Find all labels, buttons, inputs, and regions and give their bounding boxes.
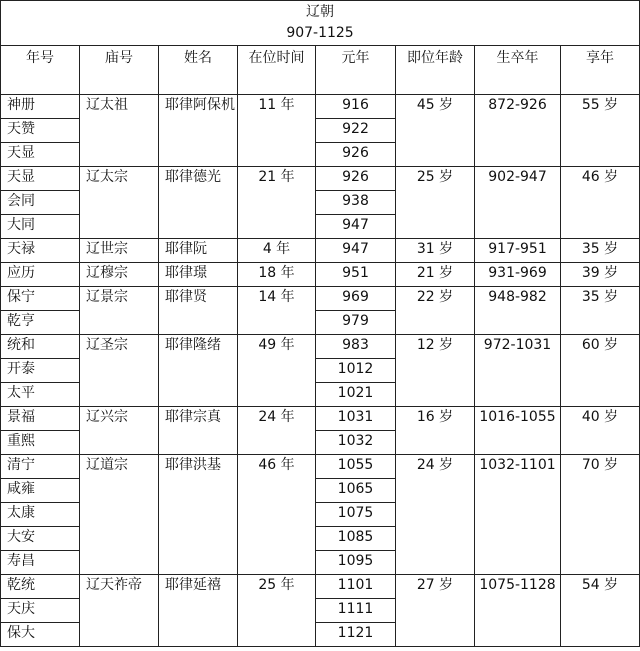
era-name-cell: 应历 xyxy=(1,263,80,287)
header-lifespan: 享年 xyxy=(561,46,640,95)
first-year-cell: 926 xyxy=(316,143,396,167)
first-year-cell: 1032 xyxy=(316,431,396,455)
temple-name-cell: 辽兴宗 xyxy=(80,407,159,455)
life-years-cell: 972-1031 xyxy=(475,335,561,407)
lifespan-cell: 60 岁 xyxy=(561,335,640,407)
era-name-cell: 景福 xyxy=(1,407,80,431)
table-row xyxy=(1,455,640,479)
temple-name-cell: 辽圣宗 xyxy=(80,335,159,407)
first-year-cell: 983 xyxy=(316,335,396,359)
era-name-cell: 大同 xyxy=(1,215,80,239)
era-name-cell: 重熙 xyxy=(1,431,80,455)
first-year-cell: 1012 xyxy=(316,359,396,383)
era-name-cell: 神册 xyxy=(1,95,80,119)
reign-length-cell: 21 年 xyxy=(238,167,316,239)
first-year-cell: 1095 xyxy=(316,551,396,575)
lifespan-cell: 55 岁 xyxy=(561,95,640,167)
era-name-cell: 寿昌 xyxy=(1,551,80,575)
table-row xyxy=(1,335,640,359)
lifespan-cell: 39 岁 xyxy=(561,263,640,287)
reign-length-cell: 11 年 xyxy=(238,95,316,167)
first-year-cell: 947 xyxy=(316,239,396,263)
first-year-cell: 1085 xyxy=(316,527,396,551)
reign-length-cell: 46 年 xyxy=(238,455,316,575)
table-row xyxy=(1,407,640,431)
era-name-cell: 开泰 xyxy=(1,359,80,383)
header-row xyxy=(1,46,640,95)
first-year-cell: 1101 xyxy=(316,575,396,599)
first-year-cell: 1121 xyxy=(316,623,396,647)
table-body xyxy=(1,95,640,647)
first-year-cell: 947 xyxy=(316,215,396,239)
era-name-cell: 会同 xyxy=(1,191,80,215)
life-years-cell: 1016-1055 xyxy=(475,407,561,455)
table-row xyxy=(1,95,640,119)
first-year-cell: 979 xyxy=(316,311,396,335)
reign-length-cell: 25 年 xyxy=(238,575,316,647)
lifespan-cell: 35 岁 xyxy=(561,287,640,335)
accession-age-cell: 16 岁 xyxy=(396,407,475,455)
era-name-cell: 太康 xyxy=(1,503,80,527)
temple-name-cell: 辽太宗 xyxy=(80,167,159,239)
first-year-cell: 1111 xyxy=(316,599,396,623)
table-row xyxy=(1,239,640,263)
table-title-cell xyxy=(1,1,640,46)
header-era: 年号 xyxy=(1,46,80,95)
reign-length-cell: 4 年 xyxy=(238,239,316,263)
era-name-cell: 太平 xyxy=(1,383,80,407)
reign-length-cell: 18 年 xyxy=(238,263,316,287)
accession-age-cell: 27 岁 xyxy=(396,575,475,647)
lifespan-cell: 35 岁 xyxy=(561,239,640,263)
era-name-cell: 保宁 xyxy=(1,287,80,311)
lifespan-cell: 70 岁 xyxy=(561,455,640,575)
table-row xyxy=(1,263,640,287)
first-year-cell: 969 xyxy=(316,287,396,311)
personal-name-cell: 耶律德光 xyxy=(159,167,238,239)
era-name-cell: 咸雍 xyxy=(1,479,80,503)
temple-name-cell: 辽天祚帝 xyxy=(80,575,159,647)
reign-length-cell: 24 年 xyxy=(238,407,316,455)
table-row xyxy=(1,287,640,311)
personal-name-cell: 耶律贤 xyxy=(159,287,238,335)
accession-age-cell: 21 岁 xyxy=(396,263,475,287)
era-name-cell: 保大 xyxy=(1,623,80,647)
first-year-cell: 926 xyxy=(316,167,396,191)
era-name-cell: 统和 xyxy=(1,335,80,359)
personal-name-cell: 耶律阿保机 xyxy=(159,95,238,167)
era-name-cell: 天显 xyxy=(1,143,80,167)
header-name: 姓名 xyxy=(159,46,238,95)
personal-name-cell: 耶律璟 xyxy=(159,263,238,287)
dynasty-years: 907-1125 xyxy=(286,25,354,41)
lifespan-cell: 54 岁 xyxy=(561,575,640,647)
accession-age-cell: 45 岁 xyxy=(396,95,475,167)
personal-name-cell: 耶律宗真 xyxy=(159,407,238,455)
first-year-cell: 938 xyxy=(316,191,396,215)
lifespan-cell: 40 岁 xyxy=(561,407,640,455)
dynasty-title: 辽朝 xyxy=(306,4,335,20)
header-life: 生卒年 xyxy=(475,46,561,95)
first-year-cell: 916 xyxy=(316,95,396,119)
life-years-cell: 1075-1128 xyxy=(475,575,561,647)
header-first-year: 元年 xyxy=(316,46,396,95)
first-year-cell: 1021 xyxy=(316,383,396,407)
era-name-cell: 天禄 xyxy=(1,239,80,263)
first-year-cell: 1065 xyxy=(316,479,396,503)
era-name-cell: 天显 xyxy=(1,167,80,191)
era-name-cell: 清宁 xyxy=(1,455,80,479)
personal-name-cell: 耶律洪基 xyxy=(159,455,238,575)
personal-name-cell: 耶律隆绪 xyxy=(159,335,238,407)
reign-length-cell: 14 年 xyxy=(238,287,316,335)
life-years-cell: 1032-1101 xyxy=(475,455,561,575)
life-years-cell: 872-926 xyxy=(475,95,561,167)
personal-name-cell: 耶律延禧 xyxy=(159,575,238,647)
header-accession-age: 即位年龄 xyxy=(396,46,475,95)
first-year-cell: 922 xyxy=(316,119,396,143)
first-year-cell: 1031 xyxy=(316,407,396,431)
accession-age-cell: 31 岁 xyxy=(396,239,475,263)
era-name-cell: 乾亨 xyxy=(1,311,80,335)
temple-name-cell: 辽景宗 xyxy=(80,287,159,335)
lifespan-cell: 46 岁 xyxy=(561,167,640,239)
life-years-cell: 917-951 xyxy=(475,239,561,263)
first-year-cell: 951 xyxy=(316,263,396,287)
life-years-cell: 902-947 xyxy=(475,167,561,239)
era-name-cell: 乾统 xyxy=(1,575,80,599)
accession-age-cell: 24 岁 xyxy=(396,455,475,575)
era-name-cell: 天庆 xyxy=(1,599,80,623)
accession-age-cell: 22 岁 xyxy=(396,287,475,335)
header-reign: 在位时间 xyxy=(238,46,316,95)
header-temple: 庙号 xyxy=(80,46,159,95)
table-row xyxy=(1,167,640,191)
era-name-cell: 大安 xyxy=(1,527,80,551)
accession-age-cell: 25 岁 xyxy=(396,167,475,239)
life-years-cell: 948-982 xyxy=(475,287,561,335)
table-row xyxy=(1,575,640,599)
life-years-cell: 931-969 xyxy=(475,263,561,287)
temple-name-cell: 辽穆宗 xyxy=(80,263,159,287)
first-year-cell: 1055 xyxy=(316,455,396,479)
accession-age-cell: 12 岁 xyxy=(396,335,475,407)
temple-name-cell: 辽世宗 xyxy=(80,239,159,263)
temple-name-cell: 辽道宗 xyxy=(80,455,159,575)
era-name-cell: 天赞 xyxy=(1,119,80,143)
temple-name-cell: 辽太祖 xyxy=(80,95,159,167)
reign-length-cell: 49 年 xyxy=(238,335,316,407)
first-year-cell: 1075 xyxy=(316,503,396,527)
personal-name-cell: 耶律阮 xyxy=(159,239,238,263)
